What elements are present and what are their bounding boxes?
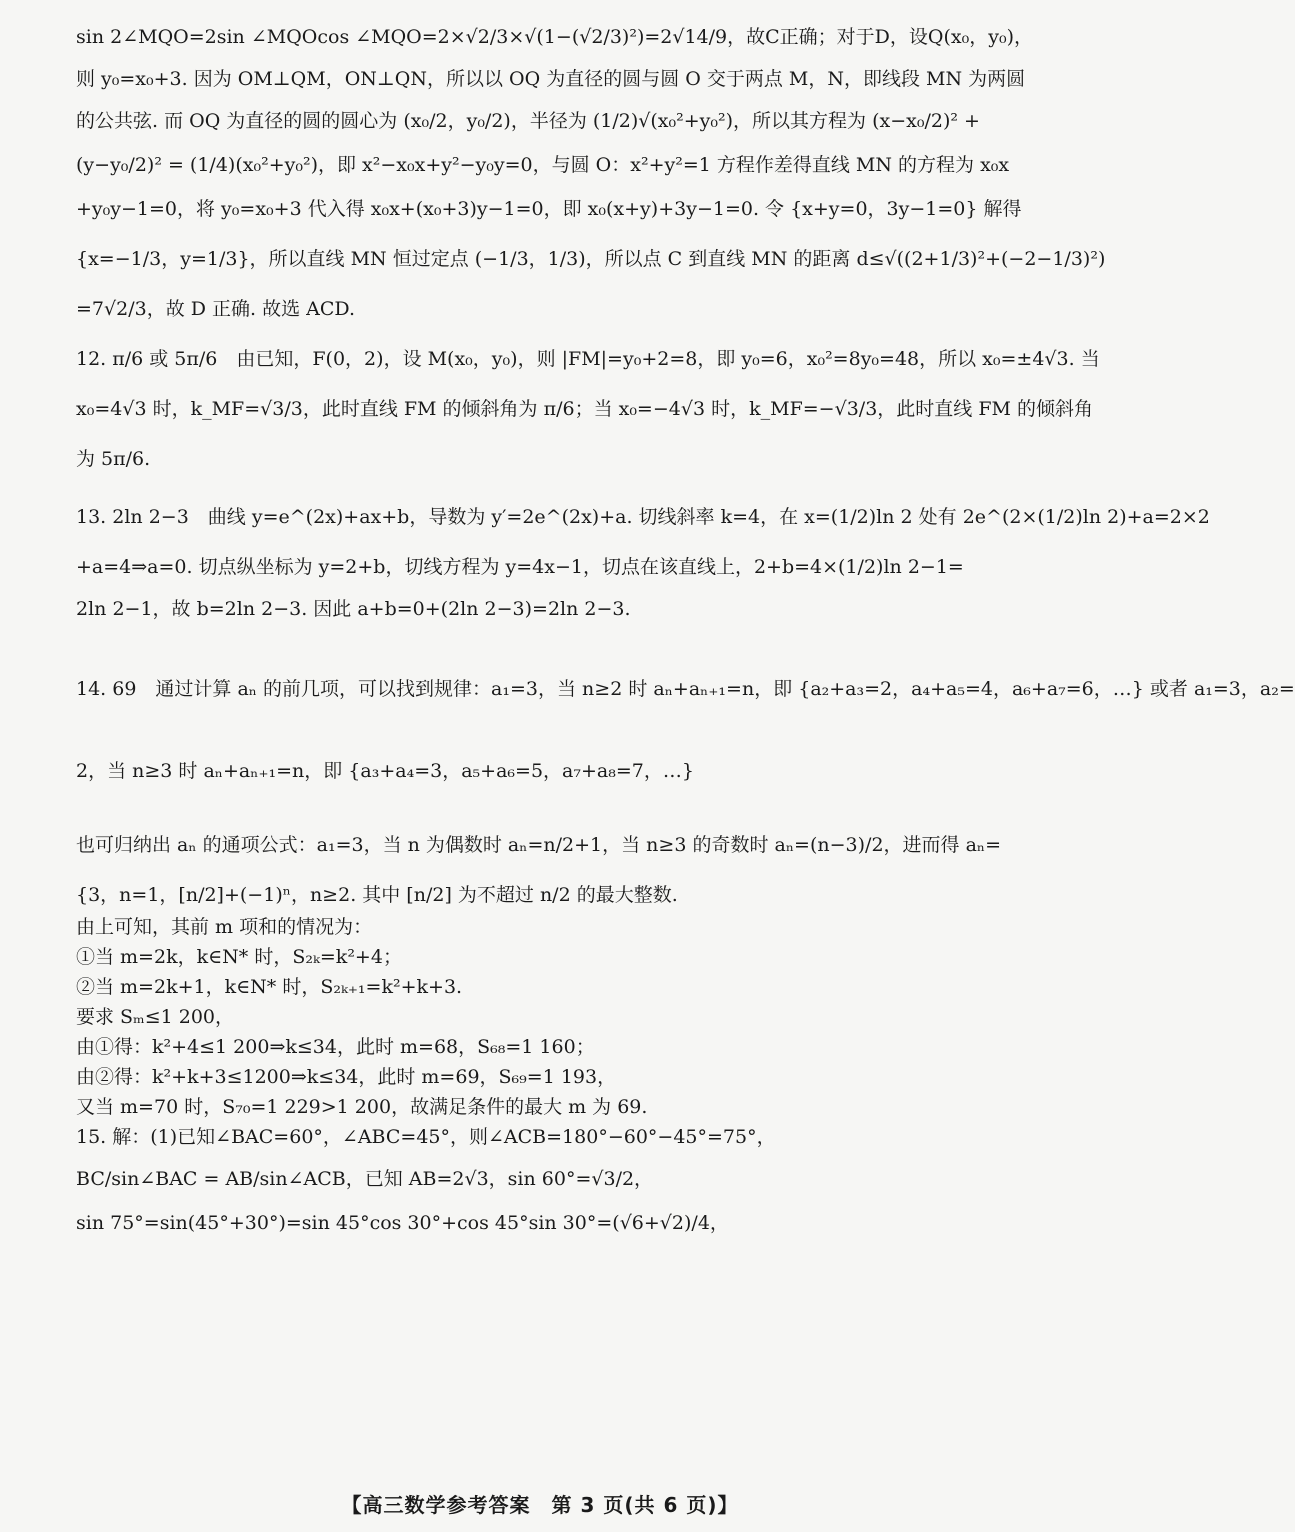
text-line: 要求 Sₘ≤1 200，: [76, 1006, 235, 1028]
text-line: sin 2∠MQO=2sin ∠MQOcos ∠MQO=2×√2/3×√(1−(√2/3)²)=2√14/9，故C正确；对于D，设Q(x₀，y₀)，: [76, 26, 1033, 48]
text-line: 2ln 2−1，故 b=2ln 2−3. 因此 a+b=0+(2ln 2−3)=2ln 2−3.: [76, 598, 631, 620]
answer-14: 14. 69 通过计算 aₙ 的前几项，可以找到规律：a₁=3，当 n≥2 时 aₙ+aₙ₊₁=n，即 {a₂+a₃=2，a₄+a₅=4，a₆+a₇=6，…} 或者 a₁=3，a₂=: [76, 678, 1295, 700]
text-line: ①当 m=2k，k∈N* 时，S₂ₖ=k²+4；: [76, 946, 402, 968]
text-line: (y−y₀/2)² = (1/4)(x₀²+y₀²)，即 x²−x₀x+y²−y₀y=0，与圆 O：x²+y²=1 方程作差得直线 MN 的方程为 x₀x: [76, 154, 1010, 176]
text-line: 又当 m=70 时，S₇₀=1 229>1 200，故满足条件的最大 m 为 69.: [76, 1096, 648, 1118]
text-line: 2，当 n≥3 时 aₙ+aₙ₊₁=n，即 {a₃+a₄=3，a₅+a₆=5，a₇+a₈=7，…}: [76, 760, 694, 782]
text-line: 也可归纳出 aₙ 的通项公式：a₁=3，当 n 为偶数时 aₙ=n/2+1，当 n≥3 的奇数时 aₙ=(n−3)/2，进而得 aₙ=: [76, 834, 1002, 856]
text-line: 则 y₀=x₀+3. 因为 OM⊥QM，ON⊥QN，所以以 OQ 为直径的圆与圆 O 交于两点 M，N，即线段 MN 为两圆: [76, 68, 1026, 90]
text-line: 由①得：k²+4≤1 200⇒k≤34，此时 m=68，S₆₈=1 160；: [76, 1036, 595, 1058]
text-line: 由②得：k²+k+3≤1200⇒k≤34，此时 m=69，S₆₉=1 193，: [76, 1066, 617, 1088]
page-footer: 【高三数学参考答案 第 3 页(共 6 页)】: [341, 1493, 739, 1517]
text-line: ②当 m=2k+1，k∈N* 时，S₂ₖ₊₁=k²+k+3.: [76, 976, 463, 998]
text-line: 由上可知，其前 m 项和的情况为：: [76, 916, 373, 938]
text-line: {x=−1/3，y=1/3}，所以直线 MN 恒过定点 (−1/3，1/3)，所以点 C 到直线 MN 的距离 d≤√((2+1/3)²+(−2−1/3)²): [76, 248, 1106, 270]
text-line: {3，n=1，[n/2]+(−1)ⁿ，n≥2. 其中 [n/2] 为不超过 n/2 的最大整数.: [76, 884, 678, 906]
text-line: 的公共弦. 而 OQ 为直径的圆的圆心为 (x₀/2，y₀/2)，半径为 (1/2)√(x₀²+y₀²)，所以其方程为 (x−x₀/2)² +: [76, 110, 980, 132]
answer-12: 12. π/6 或 5π/6 由已知，F(0，2)，设 M(x₀，y₀)，则 |FM|=y₀+2=8，即 y₀=6，x₀²=8y₀=48，所以 x₀=±4√3. 当: [76, 348, 1100, 370]
text-line: 为 5π/6.: [76, 448, 151, 470]
text-line: =7√2/3，故 D 正确. 故选 ACD.: [76, 298, 355, 320]
text-line: x₀=4√3 时，k_MF=√3/3，此时直线 FM 的倾斜角为 π/6；当 x₀=−4√3 时，k_MF=−√3/3，此时直线 FM 的倾斜角: [76, 398, 1093, 420]
text-line: +a=4⇒a=0. 切点纵坐标为 y=2+b，切线方程为 y=4x−1，切点在该直线上，2+b=4×(1/2)ln 2−1=: [76, 556, 964, 578]
text-line: sin 75°=sin(45°+30°)=sin 45°cos 30°+cos 45°sin 30°=(√6+√2)/4，: [76, 1212, 729, 1234]
answer-13: 13. 2ln 2−3 曲线 y=e^(2x)+ax+b，导数为 y′=2e^(2x)+a. 切线斜率 k=4，在 x=(1/2)ln 2 处有 2e^(2×(1/2)ln 2)+a=2×2: [76, 506, 1210, 528]
text-line: +y₀y−1=0，将 y₀=x₀+3 代入得 x₀x+(x₀+3)y−1=0，即 x₀(x+y)+3y−1=0. 令 {x+y=0，3y−1=0} 解得: [76, 198, 1022, 220]
answer-15: 15. 解：(1)已知∠BAC=60°，∠ABC=45°，则∠ACB=180°−60°−45°=75°，: [76, 1126, 776, 1148]
text-line: BC/sin∠BAC = AB/sin∠ACB，已知 AB=2√3，sin 60°=√3/2，: [76, 1168, 654, 1190]
